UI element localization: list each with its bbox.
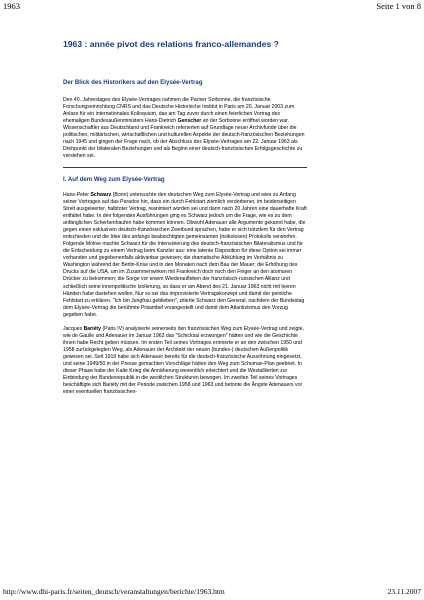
- intro-paragraph: [63, 97, 307, 160]
- document-content: [63, 39, 363, 403]
- intro-text-after: an der Sorbonne eröffnet worden war. Wissenschaftler aus Deutschland und Frankreich referierten auf Grundlage neuer Archivfunde über die politischen, militärischen, wirtschaftlichen und kulturellen Aspekte der deutsch-französischen Beziehungen nach 1945 und gingen der Frage nach, ob der Abschluss des Elysée-Vertrages am 22. Januar 1963 als Drehpunkt der bilateralen Beziehungen und als Beginn einer deutsch-französischen Erfolgsgeschichte zu verstehen sei.: [63, 118, 305, 160]
- print-footer-date: 23.11.2007: [387, 587, 421, 596]
- section-heading-path-to-treaty: I. Auf dem Weg zum Elysée-Vertrag: [63, 175, 165, 183]
- bariety-bold-name: Bariéty: [83, 325, 102, 332]
- schwarz-bold-name: Schwarz: [90, 191, 112, 198]
- intro-bold-name: Genscher: [177, 118, 202, 125]
- schwarz-text-after: (Bonn) untersuchte den deutschen Weg zum Elysée-Vertrag und wies zu Anfang seiner Vortrages auf das Paradox hin, dass ein durch Fehlstart ziemlich verdorbener, im beiderseitigen Streit ausgeleerter, halbtoter Vertrag, reanimiert worden sei und dann nach 20 Jahren eine dauerhafte Kraft entfaltet habe. In den folgenden Ausführungen ging es Schwarz jedoch um die Frage, wie es zu dem anfänglichen Scherbenhaufen habe kommen können. Obwohl Adenauer alle Argumente gekannt habe, die gegen einen exklusiven deutsch-französischen Zweibund sprachen, habe er sich trotzdem für den Vertrag entschieden und die Idee des anfangs beabsichtigten gemeinsamen (risikolosen) Protokolls verworfen. Folgende Motive machte Schwarz für die Intensivierung des deutsch-französischen Bilateralismus und für die Entscheidung zu einem Vertrag beim Kanzler aus: eine latente Disposition für diese Option sei immer vorhanden und gegebenenfalls aktivierbar gewesen; die dramatische Abkühlung im Verhältnis zu Washington während der Berlin-Krise und in den Monaten nach dem Bau der Mauer; die Erhöhung des Drucks auf die USA, um im Zusammenwirken mit Frankreich doch noch den Finger an den atomaren Drücker zu bekommen; die Sorge vor einem Wiederaufleben der französisch-russischen Allianz und schließlich seine innenpolitische Isolierung, so dass er am Abend des 21. Januar 1963 nicht mit leeren Händen habe dastehen wollen. Nur so sei das improvisierte Vertragskonzept und damit der peinliche Fehlstart zu erklären. "Ich bin Jungfrau geblieben", zitierte Schwarz den General, nachdem der Bundestag dem Elysée-Vertrag die berühmte Präambel vorangestellt und damit dem Atlantizismus den Vorzug gegeben habe.: [63, 191, 307, 318]
- print-footer: [3, 586, 421, 598]
- bariety-text-after: (Paris IV) analysierte seinerseits den französischen Weg zum Elysée-Vertrag und zeigte, wie de Gaulle und Adenauer im Januar 1963 das "Schicksal erzwungen" hätten und wie die Geschichte ihnen habe Recht geben müssen. Im ersten Teil seines Vortrages erinnerte er an den zwischen 1950 und 1958 zurückgelegten Weg, als Adenauer der Architekt der neuen (bundes-) deutschen Außenpolitik gewesen sei. Seit 1919 habe sich Adenauer bereits für die deutsch-französische Aussöhnung eingesetzt, und seine 1949/50 in der Presse gemachten Vorschläge hätten den Weg zum Schuman-Plan geebnet. In dieser Phase habe der Kalte Krieg die Annäherung wesentlich erleichtert und die Westalliierten zur Einbindung der Bundesrepublik in die westlichen Strukturen bewogen. Im zweiten Teil seines Vortrages beschäftigte sich Bariéty mit der Periode zwischen 1958 und 1963 und betonte die Ängste Adenauers vor einer eventuellen französischen-: [63, 325, 305, 396]
- bariety-text-before: Jacques: [63, 325, 84, 332]
- page-title: 1963 : année pivot des relations franco-allemandes ?: [63, 39, 279, 49]
- intro-text-before: Den 40. Jahrestages des Elysée-Vertrages nahmen die Pariser Sorbonne, die französische Forschungseinrichtung CNRS und das Deutsche Historische Institut in Paris am 20. Januar 2003 zum Anlass für ein internationales Kolloquium, das am Tag zuvor durch einen feierlichen Vortrag des ehemaligen Bundesaußenministers Hans-Dietrich: [63, 97, 295, 125]
- section-divider: [63, 167, 307, 168]
- print-footer-url: http://www.dhi-paris.fr/seiten_deutsch/veranstaltungen/berichte/1963.htm: [3, 587, 225, 596]
- print-header-page-number: Seite 1 von 8: [376, 1, 421, 11]
- print-header: [3, 0, 421, 12]
- bariety-paragraph: [63, 326, 307, 396]
- schwarz-text-before: Hans-Peter: [63, 191, 91, 198]
- print-header-title: 1963: [3, 1, 20, 11]
- section-heading-historians-view: Der Blick des Historikers auf den Elysée-Vertrag: [63, 79, 203, 86]
- schwarz-paragraph: [63, 192, 307, 319]
